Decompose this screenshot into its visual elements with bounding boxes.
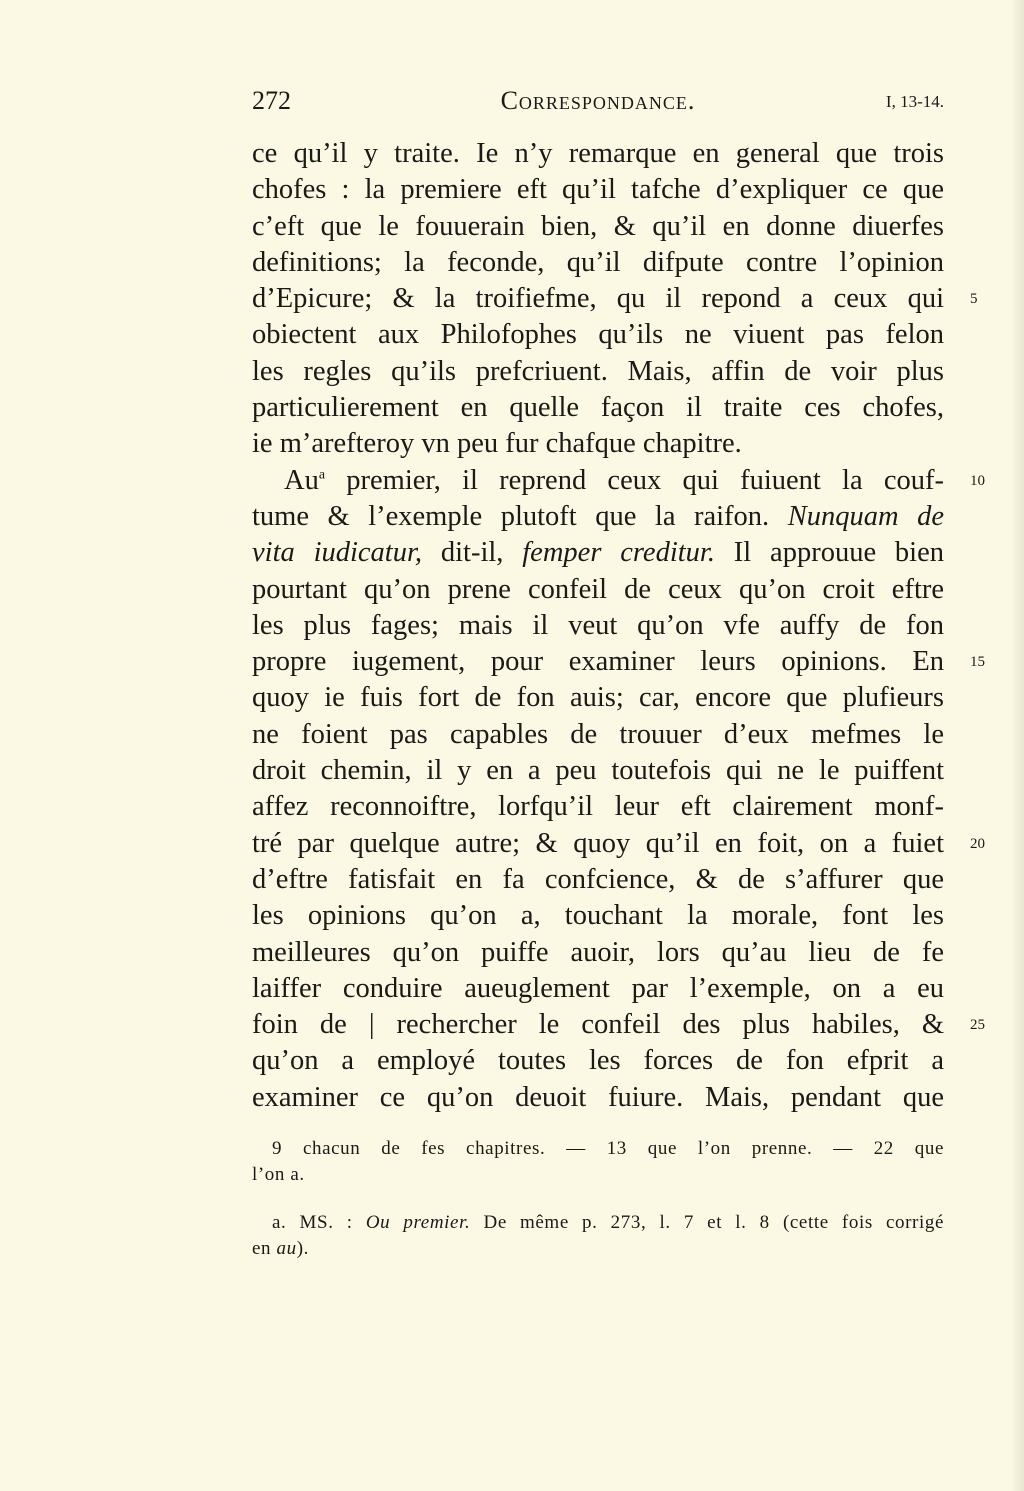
variant-line: l’on a. <box>252 1164 305 1185</box>
text-line: chofes : la premiere eft qu’il tafche d’expliquer ce que <box>252 174 944 206</box>
text-line: affez reconnoiftre, lorfqu’il leur eft clairement monf- <box>252 791 944 823</box>
text-line: obiectent aux Philofophes qu’ils ne viuent pas felon <box>252 319 944 351</box>
text-line: meilleures qu’on puiffe auoir, lors qu’au lieu de fe <box>252 936 944 968</box>
text-line: les opinions qu’on a, touchant la morale, font les <box>252 900 944 932</box>
text-line: les plus fages; mais il veut qu’on vfe auffy de fon <box>252 609 944 641</box>
text-line: ie m’arefteroy vn peu fur chafque chapitre. <box>252 428 742 460</box>
text-line: d’eftre fatisfait en fa confcience, & de s’affurer que <box>252 863 944 895</box>
page-edge-shadow <box>1010 0 1024 1491</box>
text-line: tré par quelque autre; & quoy qu’il en foit, on a fuiet 20 <box>252 826 944 862</box>
text-line: Au$^a$ premier, il reprend ceux qui fuiuent la couf- 10 <box>252 463 944 499</box>
line-number: 20 <box>970 835 985 852</box>
footnote-line: en au). <box>252 1238 309 1259</box>
text-line: ce qu’il y traite. Ie n’y remarque en general que trois <box>252 138 944 169</box>
text-line: propre iugement, pour examiner leurs opinions. En 15 <box>252 644 944 680</box>
text-line: ne foient pas capables de trouuer d’eux mefmes le <box>252 718 944 750</box>
text-line: vita iudicatur, dit-il, femper creditur. Il approuue bien <box>252 537 944 569</box>
footnote <box>252 1210 944 1262</box>
variant-line: 9 chacun de fes chapitres. — 13 que l’on prenne. — 22 que <box>272 1138 944 1159</box>
text-line: definitions; la feconde, qu’il difpute contre l’opinion <box>252 246 944 278</box>
text-line: laiffer conduire aueuglement par l’exemple, on a eu <box>252 972 944 1004</box>
text-line: tume & l’exemple plutoft que la raifon. Nunquam de <box>252 500 944 532</box>
text-line: les regles qu’ils prefcriuent. Mais, affin de voir plus <box>252 355 944 387</box>
letter-reference: I, 13-14. <box>885 92 944 111</box>
line-number: 15 <box>970 654 985 671</box>
text-line: examiner ce qu’on deuoit fuiure. Mais, pendant que <box>252 1081 944 1113</box>
text-line: qu’on a employé toutes les forces de fon efprit a <box>252 1045 944 1077</box>
note-reference-mark: a <box>318 467 326 483</box>
running-title: Correspondance. <box>500 86 696 115</box>
text-line: d’Epicure; & la troifiefme, qu il repond a ceux qui 5 <box>252 281 944 317</box>
main-text <box>252 136 985 1116</box>
text-line: pourtant qu’on prene confeil de ceux qu’on croit eftre <box>252 573 944 605</box>
line-number: 25 <box>970 1017 985 1034</box>
textual-variants <box>252 1136 944 1188</box>
text-line: c’eft que le fouuerain bien, & qu’il en donne diuerfes <box>252 210 944 242</box>
text-line: quoy ie fuis fort de fon auis; car, encore que plufieurs <box>252 682 944 714</box>
text-line: droit chemin, il y en a peu toutefois qui ne le puiffent <box>252 755 944 787</box>
text-line: foin de | rechercher le confeil des plus habiles, & 25 <box>252 1007 944 1043</box>
line-number: 10 <box>970 472 985 489</box>
text-line: particulierement en quelle façon il traite ces chofes, <box>252 392 944 424</box>
footnote-line: a. MS. : Ou premier. De même p. 273, l. 7 et l. 8 (cette fois corrigé <box>272 1212 944 1233</box>
line-number: 5 <box>970 291 978 308</box>
page-number: 272 <box>252 86 291 115</box>
running-header <box>252 86 944 118</box>
